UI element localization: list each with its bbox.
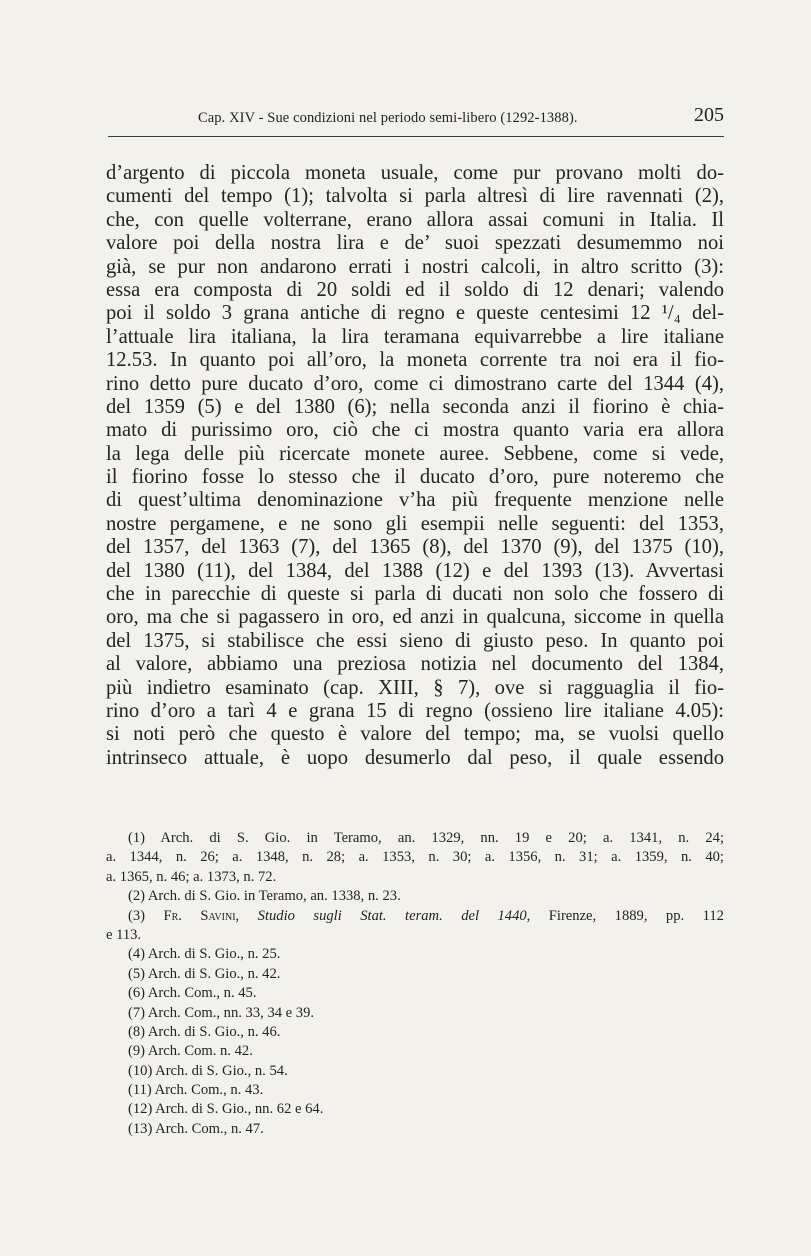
footnote-12: (12) Arch. di S. Gio., nn. 62 e 64. xyxy=(128,1101,324,1118)
text-line: del 1359 (5) e del 1380 (6); nella seconda anzi il fiorino è chia- xyxy=(106,395,724,418)
text-line: che in parecchie di queste si parla di ducati non solo che fossero di xyxy=(106,583,724,606)
header-rule xyxy=(108,136,724,137)
text-line: mato di purissimo oro, ciò che ci mostra quanto varia era allora xyxy=(106,419,724,442)
main-text xyxy=(106,162,724,770)
running-head: Cap. XIV - Sue condizioni nel periodo semi-libero (1292-1388). xyxy=(198,110,578,126)
text-line: 12.53. In quanto poi all’oro, la moneta corrente tra noi era il fio- xyxy=(106,349,724,372)
text-line: già, se pur non andarono errati i nostri calcoli, in altro scritto (3): xyxy=(106,255,724,278)
text-line: cumenti del tempo (1); talvolta si parla altresì di lire ravennati (2), xyxy=(106,185,724,208)
footnote-3-separator: , xyxy=(235,907,258,924)
footnote-3-rest: , Firenze, 1889, pp. 112 xyxy=(526,907,724,924)
footnote-3-cont: e 113. xyxy=(106,926,142,943)
footnote-5: (5) Arch. di S. Gio., n. 42. xyxy=(128,965,281,982)
footnote-1-cont: a. 1365, n. 46; a. 1373, n. 72. xyxy=(106,868,277,885)
text-line: intrinseco attuale, è uopo desumerlo dal peso, il quale essendo xyxy=(106,746,724,769)
text-line: oro, ma che si pagassero in oro, ed anzi in qualcuna, siccome in quella xyxy=(106,606,724,629)
text-line: del 1380 (11), del 1384, del 1388 (12) e del 1393 (13). Avvertasi xyxy=(106,559,724,582)
text-line: l’attuale lira italiana, la lira teramana equivarrebbe a lire italiane xyxy=(106,325,724,348)
text-line: più indietro esaminato (cap. XIII, § 7), ove si ragguaglia il fio- xyxy=(106,676,724,699)
text-line: il fiorino fosse lo stesso che il ducato d’oro, pure noteremo che xyxy=(106,466,724,489)
text-line: nostre pergamene, e ne sono gli esempii nelle seguenti: del 1353, xyxy=(106,512,724,535)
footnote-7: (7) Arch. Com., nn. 33, 34 e 39. xyxy=(128,1004,315,1021)
text-line: poi il soldo 3 grana antiche di regno e queste centesimi 12 ¹/₄ del- xyxy=(106,302,724,325)
footnote-9: (9) Arch. Com. n. 42. xyxy=(128,1043,253,1060)
text-line: del 1375, si stabilisce che essi sieno di giusto peso. In quanto poi xyxy=(106,629,724,652)
footnotes xyxy=(106,829,724,1139)
footnote-8: (8) Arch. di S. Gio., n. 46. xyxy=(128,1023,281,1040)
footnote-3 xyxy=(106,907,724,926)
text-line: d’argento di piccola moneta usuale, come pur provano molti do- xyxy=(106,162,724,184)
footnote-3-number: (3) xyxy=(128,907,164,924)
text-line: la lega delle più ricercate monete auree. Sebbene, come si vede, xyxy=(106,442,724,465)
text-line: si noti però che questo è valore del tempo; ma, se vuolsi quello xyxy=(106,723,724,746)
footnote-3-author: Fr. Savini xyxy=(163,907,236,924)
footnote-10: (10) Arch. di S. Gio., n. 54. xyxy=(128,1062,288,1079)
footnote-3-title: Studio sugli Stat. teram. del 1440 xyxy=(257,907,527,924)
footnote-1: (1) Arch. di S. Gio. in Teramo, an. 1329, nn. 19 e 20; a. 1341, n. 24; xyxy=(128,830,724,846)
text-line: di quest’ultima denominazione v’ha più frequente menzione nelle xyxy=(106,489,724,512)
text-line: valore poi della nostra lira e de’ suoi spezzati desumemmo noi xyxy=(106,232,724,255)
page-number: 205 xyxy=(694,104,724,126)
footnote-11: (11) Arch. Com., n. 43. xyxy=(128,1082,264,1099)
text-line: che, con quelle volterrane, erano allora assai comuni in Italia. Il xyxy=(106,208,724,231)
footnote-1-cont: a. 1344, n. 26; a. 1348, n. 28; a. 1353, n. 30; a. 1356, n. 31; a. 1359, n. 40; xyxy=(106,849,724,866)
text-line: rino detto pure ducato d’oro, come ci dimostrano carte del 1344 (4), xyxy=(106,372,724,395)
footnote-4: (4) Arch. di S. Gio., n. 25. xyxy=(128,946,281,963)
text-line: rino d’oro a tarì 4 e grana 15 di regno (ossieno lire italiane 4.05): xyxy=(106,699,724,722)
page-header xyxy=(108,104,724,134)
footnote-6: (6) Arch. Com., n. 45. xyxy=(128,985,257,1002)
text-line: al valore, abbiamo una preziosa notizia nel documento del 1384, xyxy=(106,653,724,676)
text-line: del 1357, del 1363 (7), del 1365 (8), del 1370 (9), del 1375 (10), xyxy=(106,536,724,559)
footnote-13: (13) Arch. Com., n. 47. xyxy=(128,1120,264,1137)
text-line: essa era composta di 20 soldi ed il soldo di 12 denari; valendo xyxy=(106,278,724,301)
footnote-2: (2) Arch. di S. Gio. in Teramo, an. 1338, n. 23. xyxy=(128,888,401,905)
